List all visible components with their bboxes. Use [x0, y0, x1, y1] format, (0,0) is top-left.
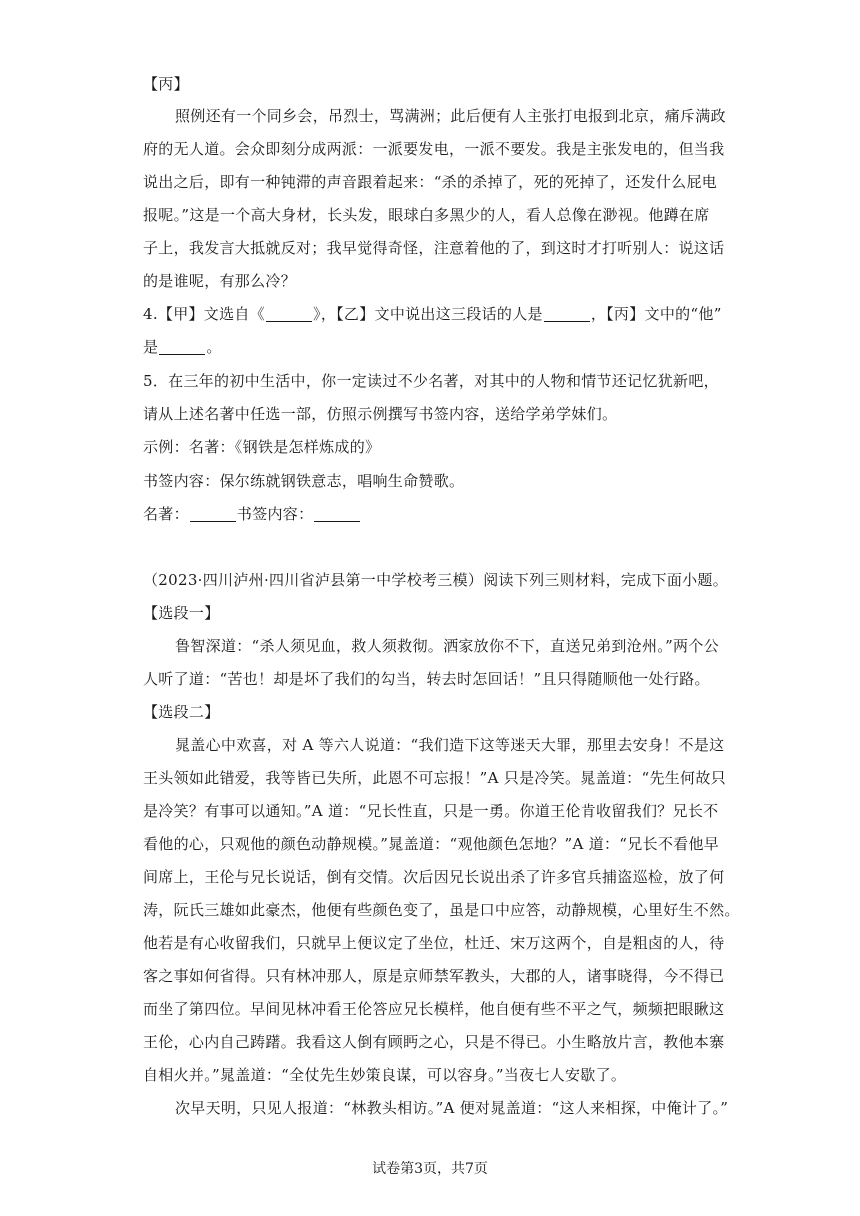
xuan2-line-8: 客之事如何省得。只有林冲那人，原是京师禁军教头，大郡的人，诸事晓得，今不得已 — [143, 967, 725, 985]
xuan2-line-11: 自相火并。”晁盖道：“全仗先生妙策良谋，可以容身。”当夜七人安歇了。 — [143, 1066, 627, 1084]
xuan2-line-9: 而坐了第四位。早间见林冲看王伦答应兄长模样，他自便有些不平之气，频频把眼瞅这 — [143, 1000, 725, 1018]
bing-line-4: 报呢。”这是一个高大身材，长头发，眼球白多黑少的人，看人总像在渺视。他蹲在席 — [143, 206, 710, 224]
xuan2-line-7: 他若是有心收留我们，只就早上便议定了坐位，杜迁、宋万这两个，自是粗卤的人，待 — [143, 934, 725, 952]
xuan2-line-12: 次早天明，只见人报道：“林教头相访。”A 便对晁盖道：“这人来相探，中俺计了。” — [175, 1099, 729, 1117]
answer-blank-bookmark[interactable] — [314, 507, 360, 522]
question-5-answer-line — [143, 504, 361, 524]
answer-label-bookmark: 书签内容： — [236, 505, 314, 523]
question-5-example-2: 书签内容：保尔练就钢铁意志，唱响生命赞歌。 — [143, 472, 465, 490]
question-5-line-1: 5．在三年的初中生活中，你一定读过不少名著，对其中的人物和情节还记忆犹新吧， — [143, 372, 719, 390]
xuan2-line-3: 是冷笑？有事可以通知。”A 道：“兄长性直，只是一勇。你道王伦肯收留我们？兄长不 — [143, 802, 719, 820]
page-footer: 试卷第3页，共7页 — [372, 1161, 488, 1177]
xuan2-line-10: 王伦，心内自己踌躇。我看这人倒有顾眄之心，只是不得已。小生略放片言，教他本寨 — [143, 1033, 725, 1051]
question-5-example-1: 示例：名著：《钢铁是怎样炼成的》 — [143, 438, 381, 456]
answer-blank-book-name[interactable] — [190, 507, 236, 522]
xuan2-line-1: 晁盖心中欢喜，对 A 等六人说道：“我们造下这等迷天大罪，那里去安身！不是这 — [175, 736, 725, 754]
q4-text-5: 。 — [206, 338, 222, 356]
q4-text-1: 4.【甲】文选自《 — [143, 305, 266, 323]
source-line: （2023·四川泸州·四川省泸县第一中学校考三模）阅读下列三则材料，完成下面小题。 — [143, 571, 729, 589]
question-5-line-2: 请从上述名著中任选一部，仿照示例撰写书签内容，送给学弟学妹们。 — [143, 405, 618, 423]
bing-line-5: 子上，我发言大抵就反对；我早觉得奇怪，注意着他的了，到这时才打听别人：说这话 — [143, 239, 725, 257]
q4-text-4: 是 — [143, 338, 159, 356]
answer-label-book: 名著： — [143, 505, 189, 523]
answer-blank-book[interactable] — [266, 307, 312, 322]
section-xuan2-heading: 【选段二】 — [143, 703, 220, 721]
section-xuan1-heading: 【选段一】 — [143, 604, 220, 622]
question-4-line-2 — [143, 337, 222, 357]
xuan2-line-4: 看他的心，只观他的颜色动静规模。”晁盖道：“观他颜色怎地？”A 道：“兄长不看他早 — [143, 835, 720, 853]
bing-line-3: 说出之后，即有一种钝滞的声音跟着起来：“杀的杀掉了，死的死掉了，还发什么屁电 — [143, 173, 718, 191]
bing-line-1: 照例还有一个同乡会，吊烈士，骂满洲；此后便有人主张打电报到北京，痛斥满政 — [175, 107, 726, 125]
xuan2-line-2: 王头领如此错爱，我等皆已失所，此恩不可忘报！”A 只是冷笑。晁盖道：“先生何故只 — [143, 769, 726, 787]
xuan2-line-6: 涛，阮氏三雄如此豪杰，他便有些颜色变了，虽是口中应答，动静规模，心里好生不然。 — [143, 901, 740, 919]
q4-text-3: ，【丙】文中的“他” — [590, 305, 722, 323]
bing-line-6: 的是谁呢，有那么冷？ — [143, 272, 297, 290]
xuan2-line-5: 间席上，王伦与兄长说话，倒有交情。次后因兄长说出杀了许多官兵捕盗巡检，放了何 — [143, 868, 725, 886]
xuan1-line-2: 人听了道：“苦也！却是坏了我们的勾当，转去时怎回话！”且只得随顺他一处行路。 — [143, 670, 710, 688]
section-bing-heading: 【丙】 — [143, 75, 189, 93]
question-4-line-1 — [143, 304, 722, 324]
q4-text-2: 》，【乙】文中说出这三段话的人是 — [313, 305, 543, 323]
bing-line-2: 府的无人道。会众即刻分成两派：一派要发电，一派不要发。我是主张发电的，但当我 — [143, 140, 725, 158]
xuan1-line-1: 鲁智深道：“杀人须见血，救人须救彻。洒家放你不下，直送兄弟到沧州。”两个公 — [175, 637, 719, 655]
answer-blank-speaker[interactable] — [544, 307, 590, 322]
answer-blank-he[interactable] — [159, 340, 205, 355]
